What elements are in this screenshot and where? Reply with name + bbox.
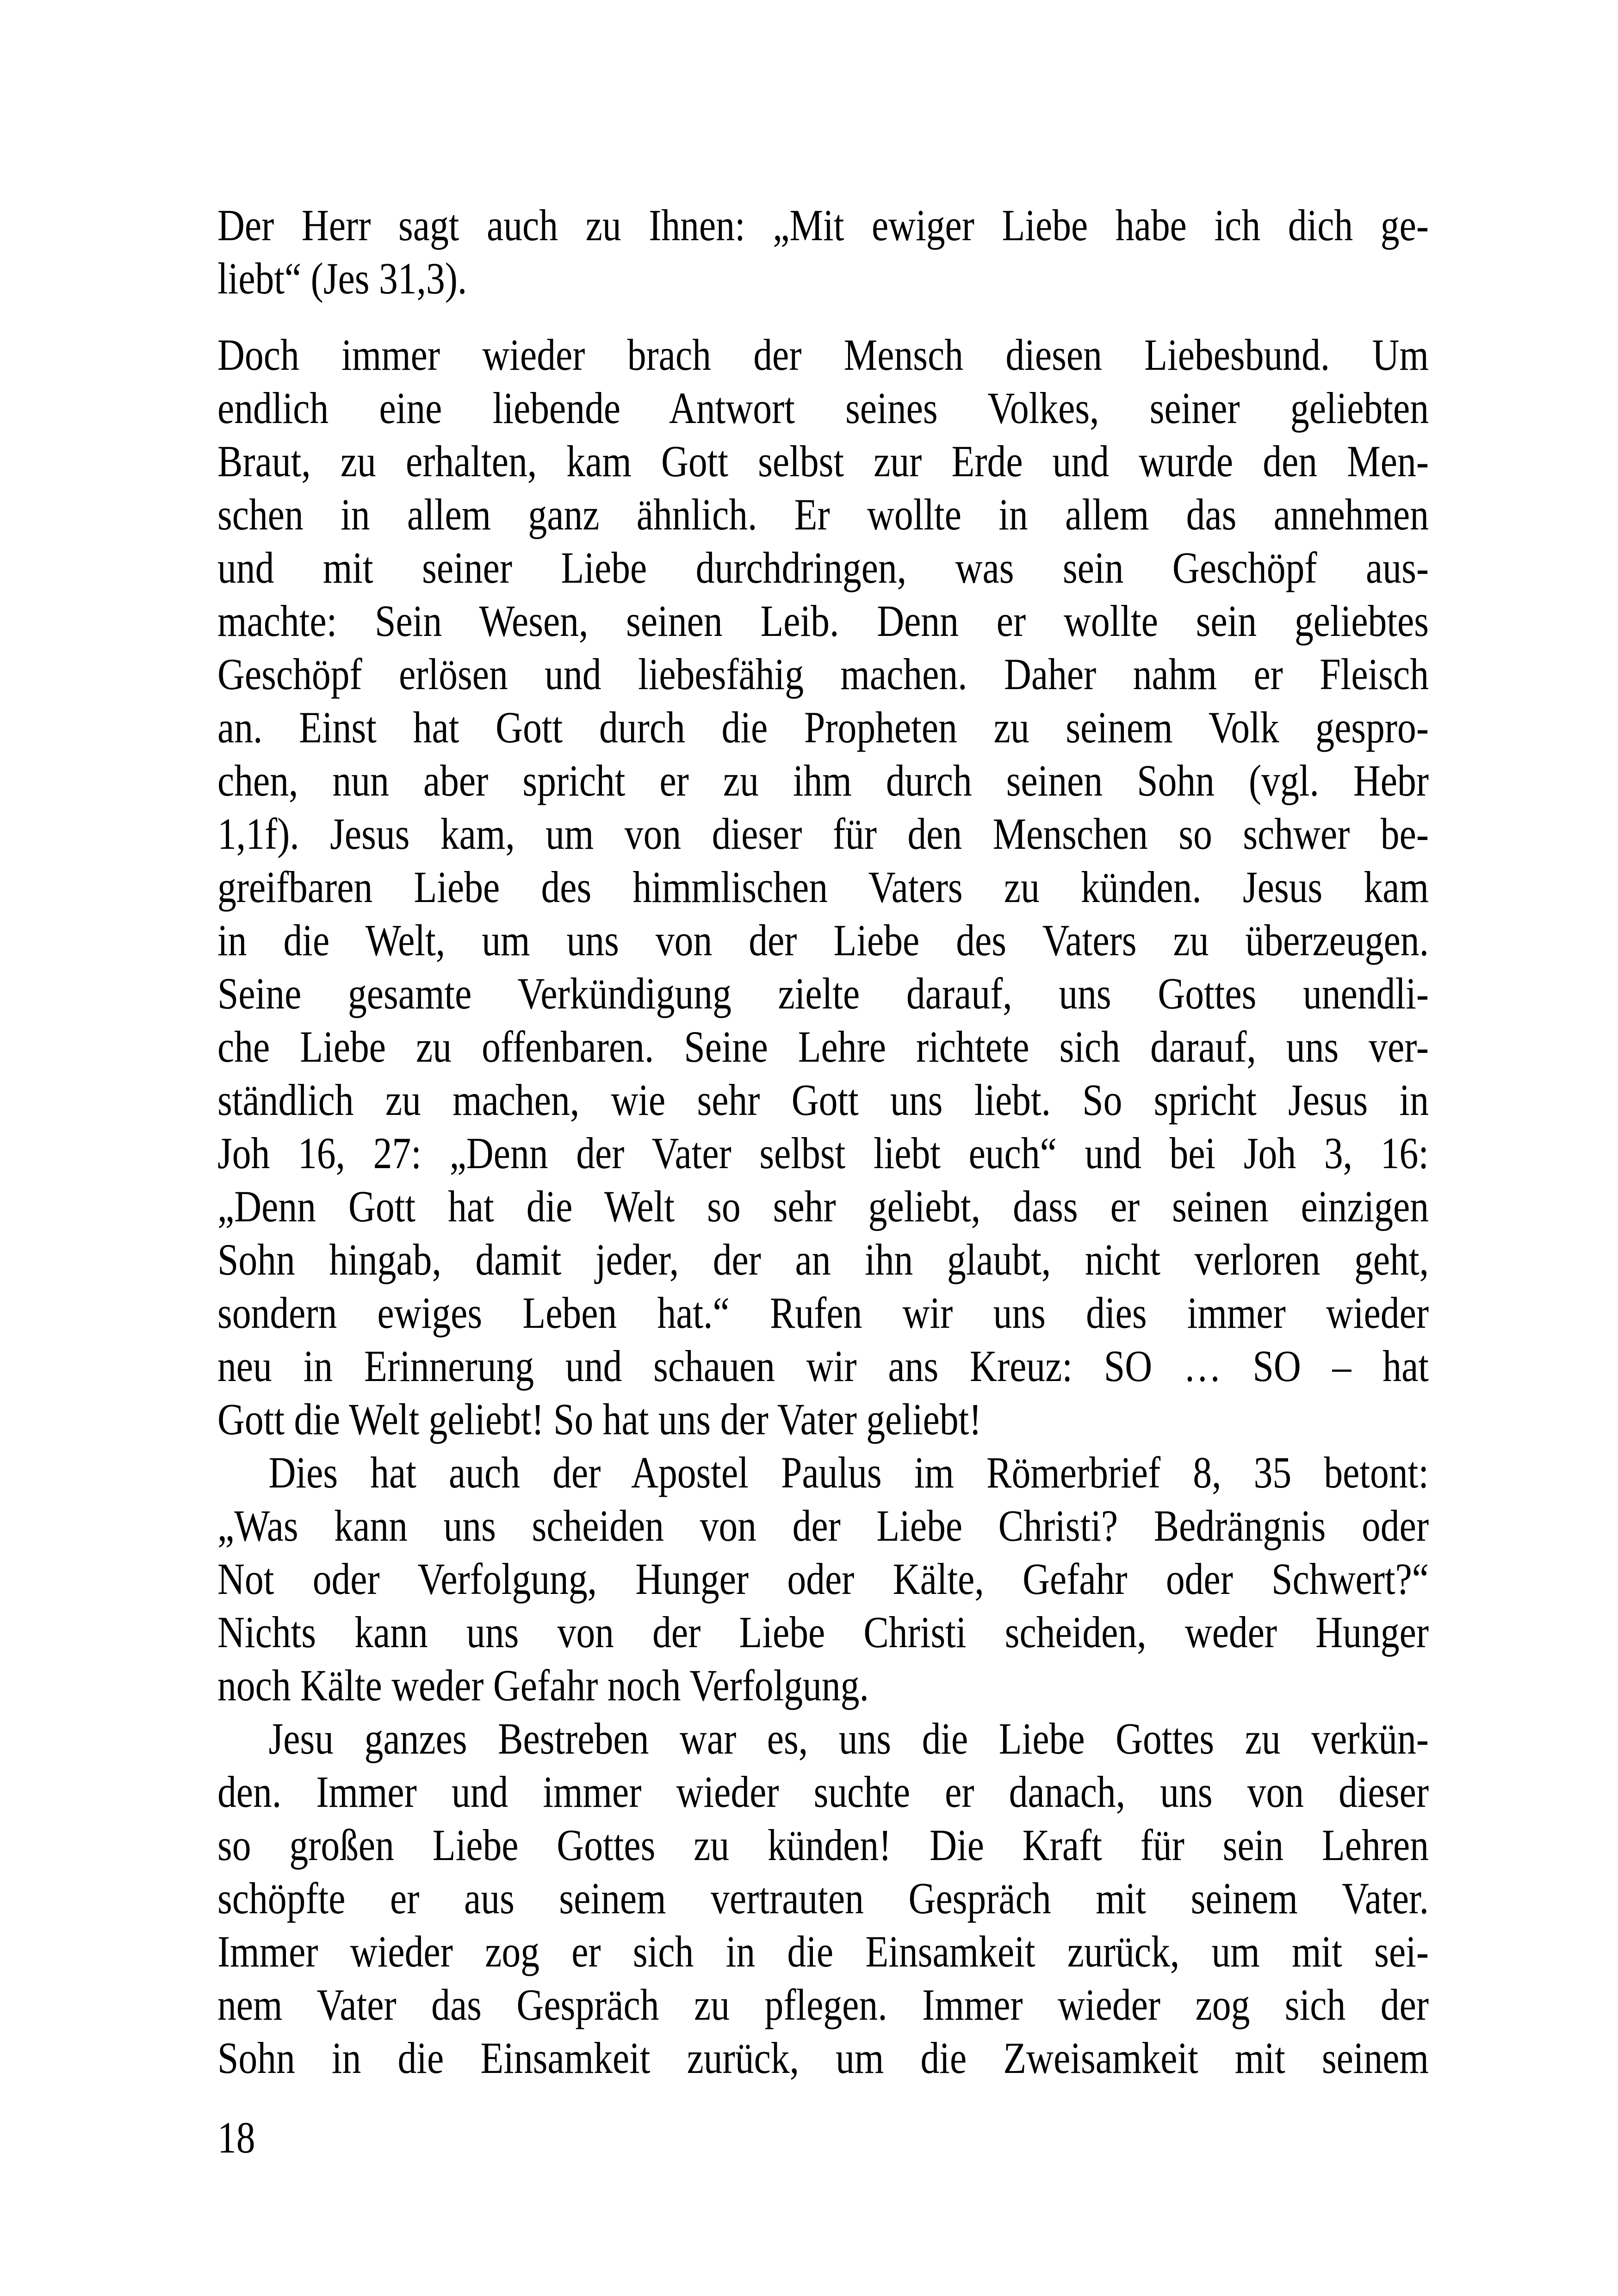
text-line: Sohn in die Einsamkeit zurück, um die Zweisamkeit mit seinem	[217, 2033, 1429, 2083]
text-line: sondern ewiges Leben hat.“ Rufen wir uns dies immer wieder	[217, 1288, 1429, 1338]
text-line: 1,1f). Jesus kam, um von dieser für den Menschen so schwer be-	[217, 809, 1429, 859]
text-line: greifbaren Liebe des himmlischen Vaters zu künden. Jesus kam	[217, 862, 1429, 912]
text-line: machte: Sein Wesen, seinen Leib. Denn er wollte sein geliebtes	[217, 596, 1429, 646]
text-line: Nichts kann uns von der Liebe Christi scheiden, weder Hunger	[217, 1607, 1429, 1657]
text-line: che Liebe zu offenbaren. Seine Lehre richtete sich darauf, uns ver-	[217, 1022, 1429, 1071]
text-line: so großen Liebe Gottes zu künden! Die Kraft für sein Lehren	[217, 1820, 1429, 1870]
text-line: noch Kälte weder Gefahr noch Verfolgung.	[217, 1661, 869, 1710]
text-line: neu in Erinnerung und schauen wir ans Kreuz: SO … SO – hat	[217, 1341, 1429, 1391]
text-line: Seine gesamte Verkündigung zielte darauf, uns Gottes unendli-	[217, 969, 1429, 1018]
paragraph-1	[217, 199, 1429, 305]
text-line: „Was kann uns scheiden von der Liebe Christi? Bedrängnis oder	[217, 1501, 1429, 1550]
text-line: in die Welt, um uns von der Liebe des Vaters zu überzeugen.	[217, 915, 1429, 965]
text-line: endlich eine liebende Antwort seines Volkes, seiner geliebten	[217, 383, 1429, 433]
text-line: Doch immer wieder brach der Mensch diesen Liebesbund. Um	[217, 330, 1429, 380]
paragraph-2	[217, 328, 1429, 1446]
text-line: Dies hat auch der Apostel Paulus im Römerbrief 8, 35 betont:	[268, 1448, 1429, 1497]
text-line: ständlich zu machen, wie sehr Gott uns liebt. So spricht Jesus in	[217, 1075, 1429, 1125]
text-line: nem Vater das Gespräch zu pflegen. Immer wieder zog sich der	[217, 1980, 1429, 2029]
text-line: schen in allem ganz ähnlich. Er wollte in allem das annehmen	[217, 490, 1429, 539]
text-line: und mit seiner Liebe durchdringen, was sein Geschöpf aus-	[217, 543, 1429, 592]
text-line: Not oder Verfolgung, Hunger oder Kälte, Gefahr oder Schwert?“	[217, 1554, 1429, 1604]
text-line: Sohn hingab, damit jeder, der an ihn glaubt, nicht verloren geht,	[217, 1235, 1429, 1284]
text-line: Braut, zu erhalten, kam Gott selbst zur Erde und wurde den Men-	[217, 436, 1429, 486]
text-line: chen, nun aber spricht er zu ihm durch seinen Sohn (vgl. Hebr	[217, 756, 1429, 805]
text-line: „Denn Gott hat die Welt so sehr geliebt, dass er seinen einzigen	[217, 1182, 1429, 1231]
paragraph-3	[217, 1446, 1429, 1712]
text-line: an. Einst hat Gott durch die Propheten zu seinem Volk gespro-	[217, 703, 1429, 752]
text-line: Jesu ganzes Bestreben war es, uns die Liebe Gottes zu verkün-	[268, 1714, 1429, 1763]
text-line: den. Immer und immer wieder suchte er danach, uns von dieser	[217, 1767, 1429, 1817]
text-line: liebt“ (Jes 31,3).	[217, 254, 467, 303]
text-line: Der Herr sagt auch zu Ihnen: „Mit ewiger Liebe habe ich dich ge-	[217, 200, 1429, 250]
text-line: schöpfte er aus seinem vertrauten Gespräch mit seinem Vater.	[217, 1873, 1429, 1923]
text-line: Joh 16, 27: „Denn der Vater selbst liebt euch“ und bei Joh 3, 16:	[217, 1128, 1429, 1178]
page-number: 18	[217, 2113, 255, 2162]
text-block	[217, 199, 1429, 2084]
text-line: Gott die Welt geliebt! So hat uns der Vater geliebt!	[217, 1394, 982, 1444]
paragraph-4	[217, 1712, 1429, 2084]
text-line: Geschöpf erlösen und liebesfähig machen. Daher nahm er Fleisch	[217, 649, 1429, 699]
text-line: Immer wieder zog er sich in die Einsamkeit zurück, um mit sei-	[217, 1927, 1429, 1976]
